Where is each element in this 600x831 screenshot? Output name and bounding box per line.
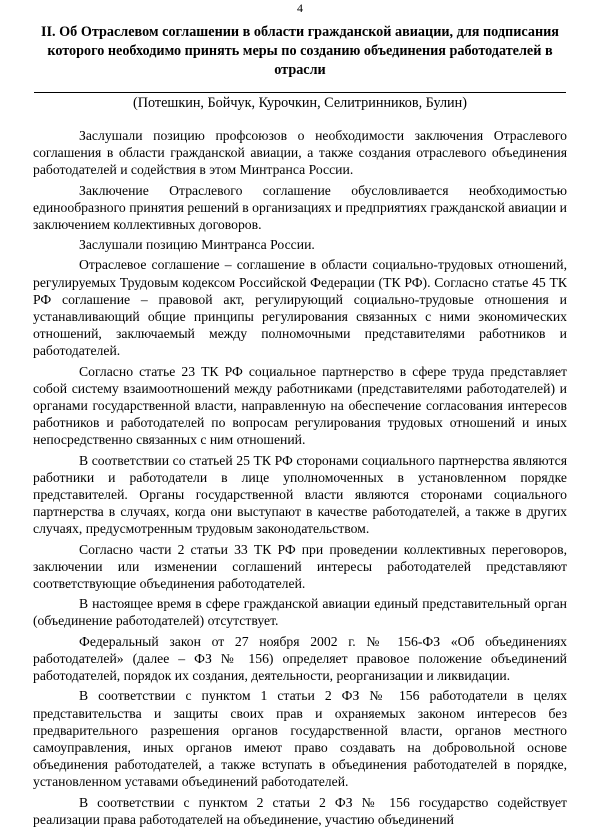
paragraph: Заслушали позицию профсоюзов о необходимости заключения Отраслевого соглашения в области гражданской авиации, а также создания отраслевого объединения работодателей и содействия в этом Минтранса России. (33, 128, 567, 178)
paragraph: Согласно статье 23 ТК РФ социальное партнерство в сфере труда представляет собой систему взаимоотношений между работниками (представителями работодателей) и органами государственной власти, направленную на обеспечение согласования интересов работников и работодателей по вопросам регулирования трудовых отношений и иных непосредственно связанных с ним отношений. (33, 363, 567, 448)
paragraph: В настоящее время в сфере гражданской авиации единый представительный орган (объединение работодателей) отсутствует. (33, 596, 567, 629)
paragraph: В соответствии со статьей 25 ТК РФ сторонами социального партнерства являются работники и работодатели в лице уполномоченных в установленном порядке представителей. Органы государственной власти являются сторонами социального партнерства в случаях, когда они выступают в качестве работодателей, а также в других случаях, предусмотренным трудовым законодательством. (33, 452, 567, 537)
paragraph: Федеральный закон от 27 ноября 2002 г. № 156-ФЗ «Об объединениях работодателей» (далее – ФЗ № 156) определяет правовое положение объединений работодателей, порядок их создания, деятельности, реорганизации и ликвидации. (33, 633, 567, 684)
section-heading: II. Об Отраслевом соглашении в области гражданской авиации, для подписания которого необходимо принять меры по созданию объединения работодателей в отрасли (41, 24, 559, 78)
body-text (33, 127, 567, 831)
paragraph: Отраслевое соглашение – соглашение в области социально-трудовых отношений, регулируемых Трудовым кодексом Российской Федерации (ТК РФ). Согласно статье 45 ТК РФ соглашение – правовой акт, регулирующий социально-трудовые отношения и устанавливающий общие принципы регулирования связанных с ними экономических отношений, заключаемый между полномочными представителями работников и работодателей. (33, 257, 567, 359)
paragraph: Согласно части 2 статьи 33 ТК РФ при проведении коллективных переговоров, заключении или изменении соглашений интересы работодателей представляют соответствующие объединения работодателей. (33, 541, 567, 592)
paragraph: В соответствии с пунктом 1 статьи 2 ФЗ № 156 работодатели в целях представительства и защиты своих прав и охраняемых законом интересов без предварительного разрешения органов государственной власти, органов местного самоуправления, иных органов имеют право создавать на добровольной основе объединения работодателей, а также вступать в объединения работодателей в порядке, установленном уставами объединений работодателей. (33, 688, 567, 790)
participants-list: (Потешкин, Бойчук, Курочкин, Селитринников, Булин) (133, 95, 467, 111)
paragraph: Заслушали позицию Минтранса России. (79, 237, 315, 253)
divider-line (34, 92, 566, 93)
page-number: 4 (297, 1, 303, 15)
paragraph: В соответствии с пунктом 2 статьи 2 ФЗ № 156 государство содействует реализации права работодателей на объединение, участию объединений (33, 794, 567, 827)
paragraph: Заключение Отраслевого соглашение обусловливается необходимостью единообразного принятия решений в организациях и предприятиях гражданской авиации и заключением коллективных договоров. (33, 182, 567, 233)
